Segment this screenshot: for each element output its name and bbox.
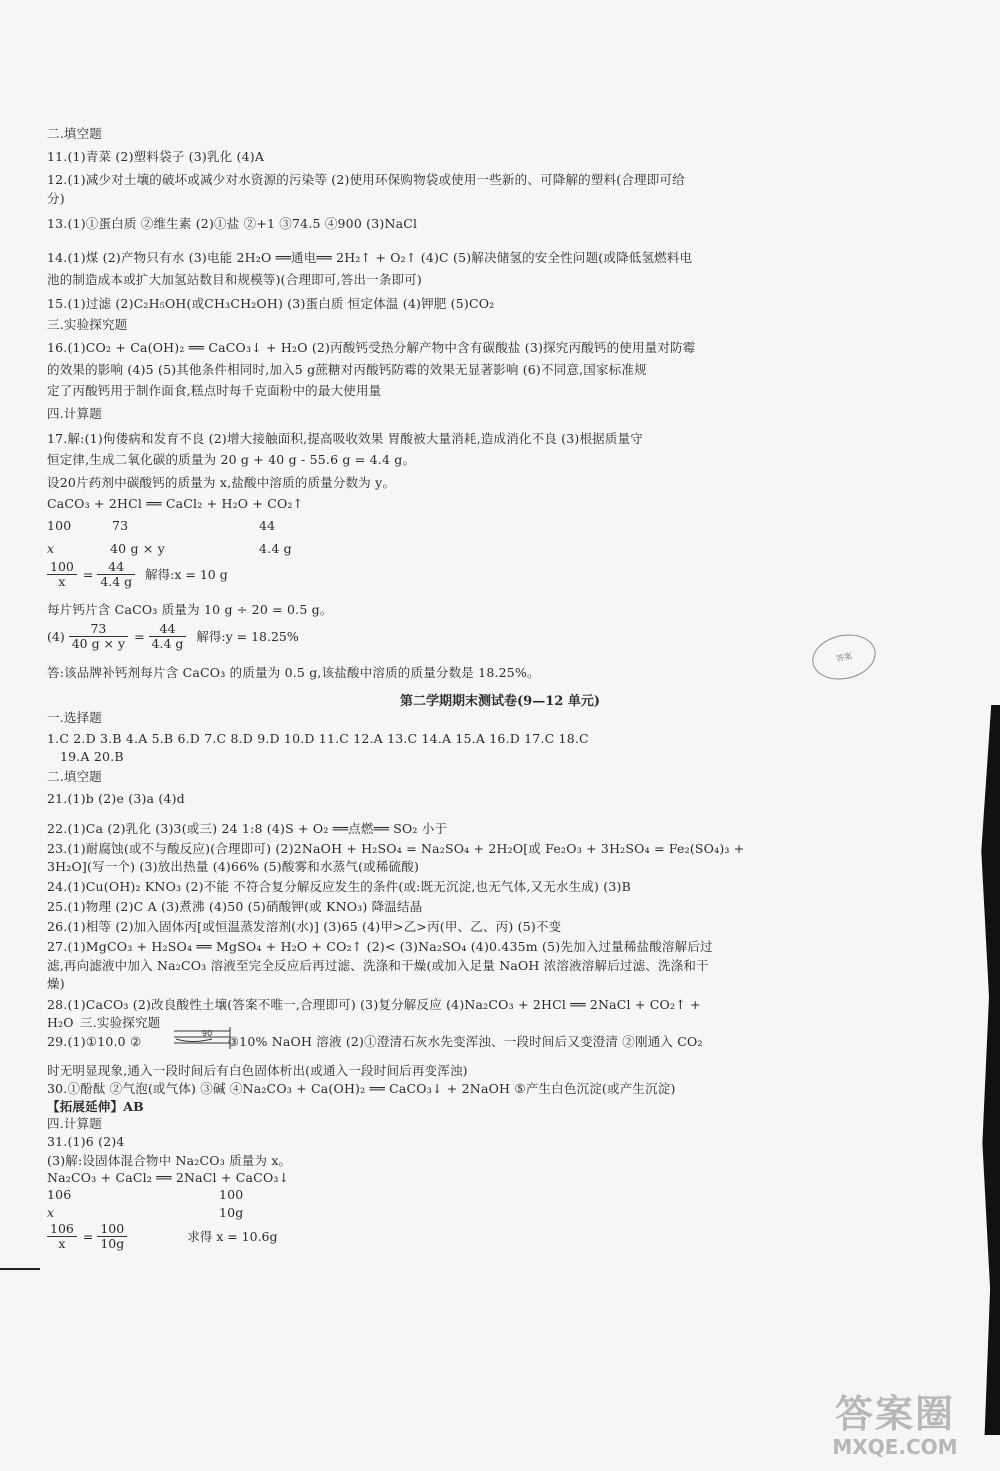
denominator: x [58,574,66,589]
answer-line: 每片钙片含 CaCO₃ 质量为 10 g ÷ 20 = 0.5 g。 [47,602,333,617]
mass-value: 100 [219,1187,244,1202]
denominator: 4.4 g [151,636,184,651]
section-heading: 三.实验探究题 [47,317,128,332]
section-heading: 四.计算题 [47,1116,102,1131]
mass-value: 73 [112,518,129,533]
mass-value: x [47,541,55,556]
answer-line: 17.解:(1)佝偻病和发育不良 (2)增大接触面积,提高吸收效果 胃酸被大量消耗,造成消化不良 (3)根据质量守 [47,431,643,446]
answer-line: 27.(1)MgCO₃ + H₂SO₄ ══ MgSO₄ + H₂O + CO₂↑ (2)< (3)Na₂SO₄ (4)0.435m (5)先加入过量稀盐酸溶解后过 [47,939,713,954]
solution-text: 解得:x = 10 g [145,566,228,582]
answer-line: 26.(1)相等 (2)加入固体丙[或恒温蒸发溶剂(水)] (3)65 (4)甲>乙>丙(甲、乙、丙) (5)不变 [47,919,562,934]
mass-value: 40 g × y [110,541,165,556]
answer-line: 燥) [47,976,65,991]
measuring-cylinder-diagram [172,1027,236,1049]
section-heading: 三.实验探究题 [80,1015,161,1030]
seal-stamp [808,629,880,685]
answer-line: 31.(1)6 (2)4 [47,1134,125,1149]
solution-text: 求得 x = 10.6g [187,1228,278,1244]
equation: CaCO₃ + 2HCl ══ CaCl₂ + H₂O + CO₂↑ [47,496,304,511]
watermark-logo-text: 答案圈 [834,1392,955,1436]
answer-line: 答:该品牌补钙剂每片含 CaCO₃ 的质量为 0.5 g,该盐酸中溶质的质量分数是 18.25%。 [47,665,540,680]
section-heading: 四.计算题 [47,406,102,421]
proportion-equation: (4) $\frac{73}{40 g \times y}$ = $\frac{44}{4.4 g}$ 解得:y = 18.25% [47,621,299,651]
answer-line [47,1033,703,1050]
site-watermark [815,1392,975,1464]
mass-value: 106 [47,1187,72,1202]
solution-text: 解得:y = 18.25% [196,628,299,644]
numerator: 100 [47,560,77,575]
answer-text: 29.(1)①10.0 ② [47,1034,142,1049]
denominator: 10g [100,1236,125,1251]
answer-line: 23.(1)耐腐蚀(或不与酸反应)(合理即可) (2)2NaOH + H₂SO₄ = Na₂SO₄ + 2H₂O[或 Fe₂O₃ + 3H₂SO₄ = Fe₂(SO₄)₃ + [47,841,745,856]
answer-line: 30.①酚酞 ②气泡(或气体) ③碱 ④Na₂CO₃ + Ca(OH)₂ ══ CaCO₃↓ + 2NaOH ⑤产生白色沉淀(或产生沉淀) [47,1081,676,1096]
mass-value: 10g [219,1205,244,1220]
mass-value: x [47,1205,55,1220]
answer-line: 时无明显现象,通入一段时间后有白色固体析出(或通入一段时间后再变浑浊) [47,1063,468,1078]
answer-line: (3)解:设固体混合物中 Na₂CO₃ 质量为 x。 [47,1153,292,1168]
answer-line: 滤,再向滤液中加入 Na₂CO₃ 溶液至完全反应后再过滤、洗涤和干燥(或加入足量 NaOH 浓溶液溶解后过滤、洗涤和干 [47,958,709,973]
answer-line: 【拓展延伸】AB [47,1099,144,1114]
sub-label: (4) [47,628,65,644]
answer-line: 的效果的影响 (4)5 (5)其他条件相同时,加入5 g蔗糖对丙酸钙防霉的效果无显著影响 (6)不同意,国家标准规 [47,362,647,377]
watermark-url: MXQE.COM [832,1435,958,1459]
mass-value: 4.4 g [259,541,292,556]
answer-line: 3H₂O](写一个) (3)放出热量 (4)66% (5)酸雾和水蒸气(或稀硫酸) [47,859,420,874]
equation: Na₂CO₃ + CaCl₂ ══ 2NaCl + CaCO₃↓ [47,1170,290,1185]
section-heading: 二.填空题 [47,769,102,784]
denominator: x [58,1236,66,1251]
cylinder-scale-label: 90 [202,1029,213,1038]
test-title: 第二学期期末测试卷(9—12 单元) [400,694,600,709]
numerator: 73 [69,622,128,637]
section-heading: 一.选择题 [47,710,102,725]
mass-value: 100 [47,518,72,533]
section-heading: 二.填空题 [47,126,102,141]
answer-line: 16.(1)CO₂ + Ca(OH)₂ ══ CaCO₃↓ + H₂O (2)丙酸钙受热分解产物中含有碳酸盐 (3)探究丙酸钙的使用量对防霉 [47,340,696,355]
answer-line: 14.(1)煤 (2)产物只有水 (3)电能 2H₂O ══通电══ 2H₂↑ + O₂↑ (4)C (5)解决储氢的安全性问题(或降低氢燃料电 [47,250,693,265]
answer-line: 12.(1)减少对土壤的破坏或减少对水资源的污染等 (2)使用环保购物袋或使用一些新的、可降解的塑料(合理即可给 [47,172,685,187]
answer-line: 11.(1)青菜 (2)塑料袋子 (3)乳化 (4)A [47,149,265,164]
answer-line: 分) [47,191,65,206]
answer-line: 19.A 20.B [60,749,124,764]
proportion-equation: $\frac{106}{x}$ = $\frac{100}{10g}$ 求得 x = 10.6g [47,1222,278,1251]
numerator: 44 [97,560,135,575]
numerator: 100 [97,1222,127,1237]
answer-line: 1.C 2.D 3.B 4.A 5.B 6.D 7.C 8.D 9.D 10.D 11.C 12.A 13.C 14.A 15.A 16.D 17.C 18.C [47,731,589,746]
answer-line: H₂O [47,1015,74,1030]
proportion-equation: $\frac{100}{x}$ = $\frac{44}{4.4 g}$ 解得:x = 10 g [47,560,228,589]
stamp-text: 答案 [835,650,853,664]
denominator: 40 g × y [71,636,126,651]
answer-line: 池的制造成本或扩大加氢站数目和规模等)(合理即可,答出一条即可) [47,272,423,287]
numerator: 106 [47,1222,77,1237]
answer-line: 定了丙酸钙用于制作面食,糕点时每千克面粉中的最大使用量 [47,383,382,398]
scan-edge-shadow [978,705,1000,1435]
answer-text: ③10% NaOH 溶液 (2)①澄清石灰水先变浑浊、一段时间后又变澄清 ②刚通入 CO₂ [227,1034,703,1049]
answer-line: 恒定律,生成二氧化碳的质量为 20 g + 40 g - 55.6 g = 4.4 g。 [47,452,416,467]
answer-line: 25.(1)物理 (2)C A (3)煮沸 (4)50 (5)硝酸钾(或 KNO₃) 降温结晶 [47,899,423,914]
answer-line: 28.(1)CaCO₃ (2)改良酸性土壤(答案不唯一,合理即可) (3)复分解反应 (4)Na₂CO₃ + 2HCl ══ 2NaCl + CO₂↑ + [47,997,701,1012]
answer-line: 22.(1)Ca (2)乳化 (3)3(或三) 24 1:8 (4)S + O₂ ══点燃══ SO₂ 小于 [47,821,448,836]
answer-line: 设20片药剂中碳酸钙的质量为 x,盐酸中溶质的质量分数为 y。 [47,475,396,490]
answer-line: 24.(1)Cu(OH)₂ KNO₃ (2)不能 不符合复分解反应发生的条件(或:既无沉淀,也无气体,又无水生成) (3)B [47,879,631,894]
denominator: 4.4 g [100,574,133,589]
margin-mark [0,1268,40,1270]
answer-line: 13.(1)①蛋白质 ②维生素 (2)①盐 ②+1 ③74.5 ④900 (3)NaCl [47,216,418,231]
answer-line: 21.(1)b (2)e (3)a (4)d [47,791,185,806]
answer-line: 15.(1)过滤 (2)C₂H₅OH(或CH₃CH₂OH) (3)蛋白质 恒定体温 (4)钾肥 (5)CO₂ [47,296,495,311]
mass-value: 44 [259,518,276,533]
numerator: 44 [149,622,187,637]
